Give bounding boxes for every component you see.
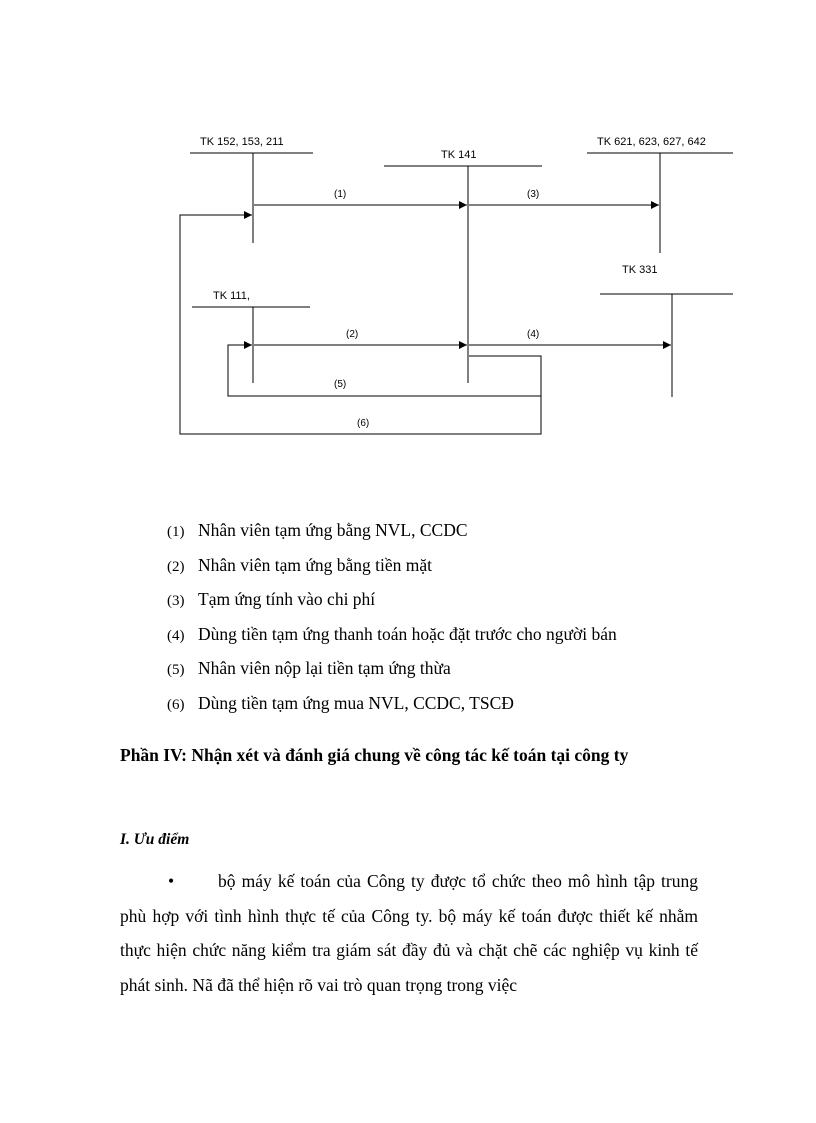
legend-index: (4) <box>167 627 185 644</box>
paragraph-text: bộ máy kế toán của Công ty được tổ chức theo mô hình tập trung phù hợp với tình hình thực tế của Công ty. bộ máy kế toán được thiết kế nhằm thực hiện chức năng kiểm tra giám sát đầy đủ và chặt chẽ các nghiệp vụ kinh tế phát sinh. Nã đã thể hiện rõ vai trò quan trọng trong việc <box>120 871 698 995</box>
legend-index: (2) <box>167 558 185 575</box>
legend-index: (1) <box>167 524 185 540</box>
body-paragraph <box>120 864 698 1002</box>
flow-number-6: (6) <box>357 418 370 429</box>
legend-text: Nhân viên nộp lại tiền tạm ứng thừa <box>198 658 451 678</box>
legend-item <box>167 589 617 624</box>
account-label-tk621: TK 621, 623, 627, 642 <box>597 136 706 148</box>
flow-arrow-6 <box>180 215 541 434</box>
legend-index: (5) <box>167 662 185 678</box>
legend-list <box>167 520 617 727</box>
flow-number-5: (5) <box>334 379 347 390</box>
legend-text: Dùng tiền tạm ứng mua NVL, CCDC, TSCĐ <box>198 692 514 713</box>
legend-item <box>167 658 617 693</box>
account-label-tk152: TK 152, 153, 211 <box>200 136 284 148</box>
flow-number-4: (4) <box>527 329 540 340</box>
legend-text: Dùng tiền tạm ứng thanh toán hoặc đặt trước cho người bán <box>198 623 617 644</box>
flow-number-2: (2) <box>346 329 359 340</box>
account-label-tk331: TK 331 <box>622 264 658 276</box>
bullet-icon: • <box>168 871 175 891</box>
legend-item <box>167 555 617 590</box>
flow-number-1: (1) <box>334 189 347 200</box>
legend-text: Tạm ứng tính vào chi phí <box>198 589 376 609</box>
section-heading: Phần IV: Nhận xét và đánh giá chung về công tác kế toán tại công ty <box>120 745 629 765</box>
legend-item <box>167 624 617 659</box>
legend-index: (6) <box>167 696 185 713</box>
subsection-heading: I. Ưu điểm <box>120 831 190 848</box>
flow-number-3: (3) <box>527 189 540 200</box>
legend-item <box>167 693 617 728</box>
legend-text: Nhân viên tạm ứng bằng tiền mặt <box>198 554 433 575</box>
account-label-tk111: TK 111, <box>213 290 250 302</box>
legend-index: (3) <box>167 593 185 609</box>
legend-item <box>167 520 617 555</box>
flow-arrow-5 <box>228 345 541 396</box>
legend-text: Nhân viên tạm ứng bằng NVL, CCDC <box>198 520 468 540</box>
account-label-tk141: TK 141 <box>441 149 477 161</box>
accounting-flow-diagram <box>0 0 816 470</box>
